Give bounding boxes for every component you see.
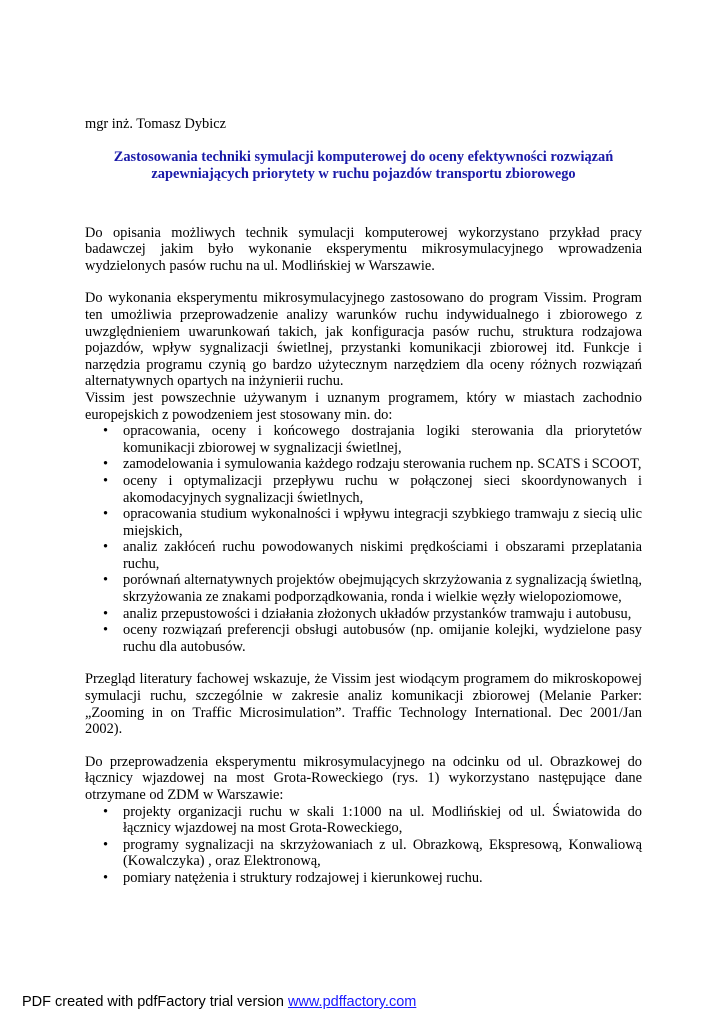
footer-text: PDF created with pdfFactory trial version bbox=[22, 994, 288, 1010]
paragraph-vissim-program: Do wykonania eksperymentu mikrosymulacyjnego zastosowano do program Vissim. Program ten umożliwia przeprowadzenie analizy warunków ruchu indywidualnego i zbiorowego z uwzględnieniem uwarunkowań takich, jak konfiguracja pasów ruchu, struktura rodzajowa pojazdów, wpływ sygnalizacji świetlnej, przystanki komunikacji zbiorowej itd. Funkcje i narzędzia programu czynią go bardzo użytecznym narzędziem dla oceny różnych rozwiązań alternatywnych opartych na inżynierii ruchu. bbox=[85, 290, 642, 390]
document-page bbox=[85, 116, 642, 887]
bullet-list-applications bbox=[85, 423, 642, 655]
list-item: • oceny rozwiązań preferencji obsługi autobusów (np. omijanie kolejki, wydzielone pasy ruchu dla autobusów. bbox=[123, 622, 642, 655]
paragraph-data-sources: Do przeprowadzenia eksperymentu mikrosymulacyjnego na odcinku od ul. Obrazkowej do łącznicy wjazdowej na most Grota-Roweckiego (rys. 1) wykorzystano następujące dane otrzymane od ZDM w Warszawie: bbox=[85, 753, 642, 803]
list-item: • opracowania, oceny i końcowego dostrajania logiki sterowania dla priorytetów komunikacji zbiorowej w sygnalizacji świetlnej, bbox=[123, 423, 642, 456]
paragraph-intro: Do opisania możliwych technik symulacji komputerowej wykorzystano przykład pracy badawczej jakim było wykonanie eksperymentu mikrosymulacyjnego wprowadzenia wydzielonych pasów ruchu na ul. Modlińskiej w Warszawie. bbox=[85, 224, 642, 274]
list-item: • porównań alternatywnych projektów obejmujących skrzyżowania z sygnalizacją świetlną, skrzyżowania ze znakami podporządkowania, ronda i wielkie węzły wielopoziomowe, bbox=[123, 572, 642, 605]
paragraph-vissim-usage: Vissim jest powszechnie używanym i uznanym programem, który w miastach zachodnio europejskich z powodzeniem jest stosowany min. do: bbox=[85, 389, 642, 423]
title-line-1: Zastosowania techniki symulacji komputerowej do oceny efektywności rozwiązań bbox=[113, 148, 614, 165]
list-item: • oceny i optymalizacji przepływu ruchu w połączonej sieci skoordynowanych i akomodacyjnych sygnalizacji świetlnych, bbox=[123, 473, 642, 506]
list-item: • zamodelowania i symulowania każdego rodzaju sterowania ruchem np. SCATS i SCOOT, bbox=[123, 456, 642, 473]
list-item: • analiz przepustowości i działania złożonych układów przystanków tramwaju i autobusu, bbox=[123, 606, 642, 623]
bullet-list-data bbox=[85, 804, 642, 887]
author-line: mgr inż. Tomasz Dybicz bbox=[85, 116, 226, 132]
title-line-2: zapewniających priorytety w ruchu pojazdów transportu zbiorowego bbox=[151, 165, 576, 182]
paragraph-literature: Przegląd literatury fachowej wskazuje, że Vissim jest wiodącym programem do mikroskopowej symulacji ruchu, szczególnie w zakresie analiz komunikacji zbiorowej (Melanie Parker: „Zooming in on Traffic Microsimulation”. Traffic Technology International. Dec 2001/Jan 2002). bbox=[85, 671, 642, 738]
list-item: • projekty organizacji ruchu w skali 1:1000 na ul. Modlińskiej od ul. Światowida do łącznicy wjazdowej na most Grota-Roweckiego, bbox=[123, 804, 642, 837]
list-item: • programy sygnalizacji na skrzyżowaniach z ul. Obrazkową, Ekspresową, Konwaliową (Kowalczyka) , oraz Elektronową, bbox=[123, 837, 642, 870]
list-item: • analiz zakłóceń ruchu powodowanych niskimi prędkościami i obszarami przeplatania ruchu, bbox=[123, 539, 642, 572]
list-item: • opracowania studium wykonalności i wpływu integracji szybkiego tramwaju z siecią ulic miejskich, bbox=[123, 506, 642, 539]
pdf-footer bbox=[22, 994, 416, 1010]
document-title bbox=[85, 149, 642, 183]
footer-link[interactable]: www.pdffactory.com bbox=[287, 994, 417, 1010]
list-item: • pomiary natężenia i struktury rodzajowej i kierunkowej ruchu. bbox=[123, 870, 642, 887]
